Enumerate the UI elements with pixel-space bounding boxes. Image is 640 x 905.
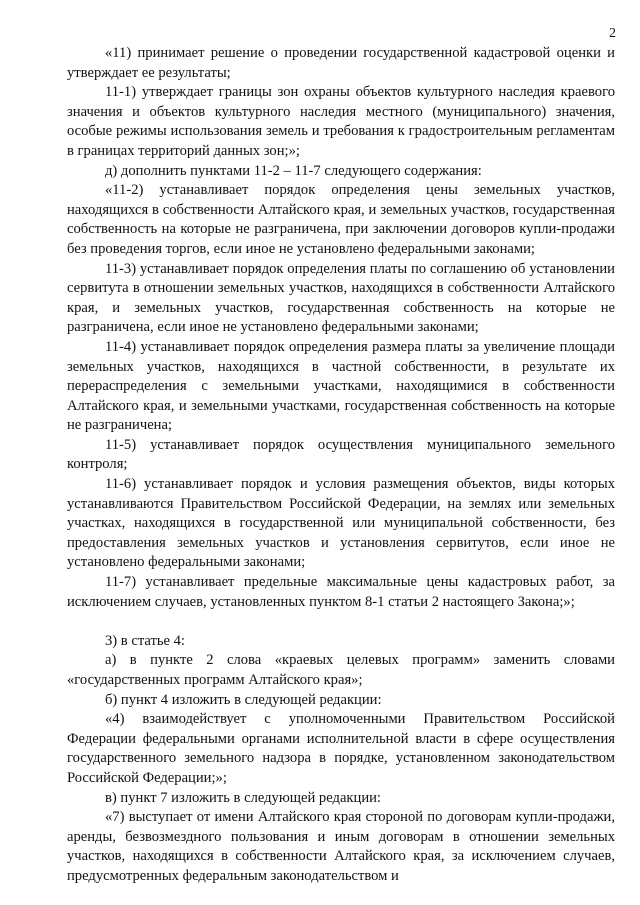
paragraph-amendment-a: а) в пункте 2 слова «краевых целевых программ» заменить словами «государственных программ Алтайского края»; bbox=[67, 652, 615, 688]
paragraph-item-4: «4) взаимодействует с уполномоченными Правительством Российской Федерации федеральными органами исполнительной власти в сфере осуществления государственного земельного надзора в порядке, установленном законодательством Российской Федерации;»; bbox=[67, 711, 615, 786]
paragraph-amendment-d: д) дополнить пунктами 11-2 – 11-7 следующего содержания: bbox=[105, 162, 482, 179]
document-body bbox=[67, 44, 615, 887]
page-number: 2 bbox=[609, 26, 616, 41]
paragraph-item-7: «7) выступает от имени Алтайского края стороной по договорам купли-продажи, аренды, безвозмездного пользования и иным договорам в отношении земельных участков, находящихся в собственности Алтайского края, за исключением случаев, предусмотренных федеральным законодательством и bbox=[67, 809, 615, 884]
paragraph-item-11: «11) принимает решение о проведении государственной кадастровой оценки и утверждает ее результаты; bbox=[67, 45, 615, 81]
paragraph-item-11-5: 11-5) устанавливает порядок осуществления муниципального земельного контроля; bbox=[67, 436, 615, 473]
paragraph-amendment-b: б) пункт 4 изложить в следующей редакции: bbox=[105, 691, 382, 708]
paragraph-article-4: 3) в статье 4: bbox=[105, 632, 185, 649]
paragraph-item-11-7: 11-7) устанавливает предельные максимальные цены кадастровых работ, за исключением случаев, установленных пунктом 8-1 статьи 2 настоящего Закона;»; bbox=[67, 574, 615, 610]
paragraph-item-11-1: 11-1) утверждает границы зон охраны объектов культурного наследия краевого значения и объектов культурного наследия местного (муниципального) значения, особые режимы использования земель и требования к градостроительным регламентам в границах территорий данных зон;»; bbox=[67, 84, 615, 159]
paragraph-item-11-6: 11-6) устанавливает порядок и условия размещения объектов, виды которых устанавливаются Правительством Российской Федерации, на землях или земельных участках, находящихся в государственной или муниципальной собственности, без предоставления земельных участков и установления сервитутов, если иное не установлено федеральными законами; bbox=[67, 476, 615, 571]
paragraph-amendment-v: в) пункт 7 изложить в следующей редакции: bbox=[105, 789, 381, 806]
paragraph-item-11-3: 11-3) устанавливает порядок определения платы по соглашению об установлении сервитута в отношении земельных участков, находящихся в собственности Алтайского края, и земельных участков, государственная собственность на которые не разграничена, если иное не установлено федеральными законами; bbox=[67, 260, 615, 336]
paragraph-item-11-4: 11-4) устанавливает порядок определения размера платы за увеличение площади земельных участков, находящихся в частной собственности, в результате их перераспределения с земельными участками, находящимися в собственности Алтайского края, и земельными участками, государственная собственность на которые не разграничена; bbox=[67, 338, 615, 434]
paragraph-item-11-2: «11-2) устанавливает порядок определения цены земельных участков, находящихся в собственности Алтайского края, и земельных участков, государственная собственность на которые не разграничена, при заключении договоров купли-продажи без проведения торгов, если иное не установлено федеральными законами; bbox=[67, 182, 615, 257]
